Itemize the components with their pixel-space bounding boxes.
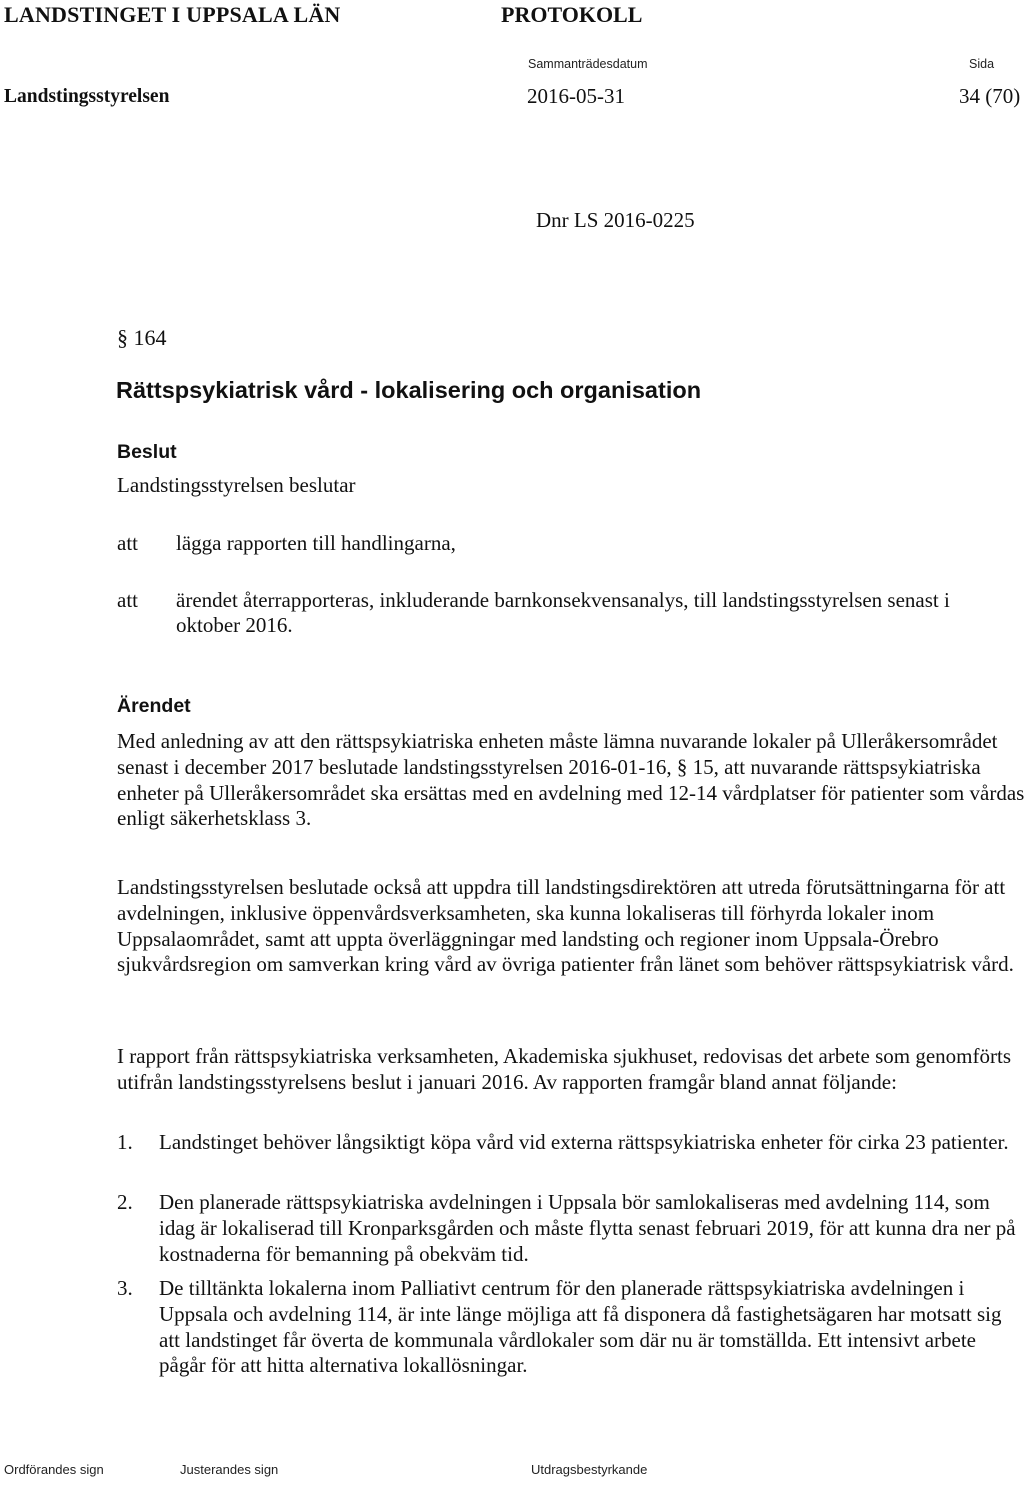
list-item-number: 2. (117, 1190, 133, 1214)
body-name: Landstingsstyrelsen (4, 86, 170, 107)
list-item-text: De tilltänkta lokalerna inom Palliativt centrum för den planerade rättspsykiatriska avdelningen i Uppsala och avdelning 114, är inte länge möjliga att få disponera då fastighetsägaren har motsatt sig att landstinget får överta de kommunala vårdlokaler som där nu är tomställda. Ett intensivt arbete pågår för att hitta alternativa lokallösningar. (159, 1276, 1002, 1378)
page-title: Rättspsykiatrisk vård - lokalisering och organisation (116, 377, 702, 403)
extract-certification-label: Utdragsbestyrkande (531, 1462, 648, 1477)
page-number: 34 (70) (959, 84, 1021, 108)
beslut-intro: Landstingsstyrelsen beslutar (117, 473, 356, 497)
list-item-text: Den planerade rättspsykiatriska avdelningen i Uppsala bör samlokaliseras med avdelning 114, som idag är lokaliserad till Kronparksgården och måste flytta senast februari 2019, för att kunna dra ner på kostnaderna för bemanning på obekväm tid. (159, 1190, 1016, 1266)
paragraph-number: § 164 (117, 325, 167, 350)
beslut-heading: Beslut (117, 441, 177, 463)
organization-name: LANDSTINGET I UPPSALA LÄN (4, 2, 341, 27)
chair-signature-label: Ordförandes sign (4, 1462, 104, 1477)
meeting-date: 2016-05-31 (527, 84, 625, 108)
list-item-number: 3. (117, 1276, 133, 1300)
decision-text-1: lägga rapporten till handlingarna, (176, 531, 456, 555)
date-label: Sammanträdesdatum (528, 57, 648, 71)
list-item-number: 1. (117, 1130, 133, 1154)
decision-att-2: att (117, 588, 138, 612)
document-type: PROTOKOLL (501, 2, 643, 27)
arendet-paragraph-2: Landstingsstyrelsen beslutade också att uppdra till landstingsdirektören att utreda förutsättningarna för att avdelningen, inklusive öppenvårdsverksamheten, ska kunna lokaliseras till förhyrda lokaler inom Uppsalaområdet, samt att uppta överläggningar med landsting och regioner inom Uppsala-Örebro sjukvårdsregion om samverkan kring vård av övriga patienter från länet som behöver rättspsykiatrisk vård. (117, 875, 1014, 977)
list-item-text: Landstinget behöver långsiktigt köpa vård vid externa rättspsykiatriska enheter för cirka 23 patienter. (159, 1130, 1009, 1154)
adjuster-signature-label: Justerandes sign (180, 1462, 279, 1477)
decision-att-1: att (117, 531, 138, 555)
arendet-paragraph-3: I rapport från rättspsykiatriska verksamheten, Akademiska sjukhuset, redovisas det arbete som genomförts utifrån landstingsstyrelsens beslut i januari 2016. Av rapporten framgår bland annat följande: (117, 1044, 1012, 1094)
diary-number: Dnr LS 2016-0225 (536, 208, 695, 232)
decision-text-2: ärendet återrapporteras, inkluderande barnkonsekvensanalys, till landstingsstyrelsen senast i oktober 2016. (176, 588, 950, 637)
arendet-heading: Ärendet (117, 695, 191, 717)
page-label: Sida (969, 57, 995, 71)
arendet-paragraph-1: Med anledning av att den rättspsykiatriska enheten måste lämna nuvarande lokaler på Ulleråkersområdet senast i december 2017 beslutade landstingsstyrelsen 2016-01-16, § 15, att nuvarande rättspsykiatriska enheter på Ulleråkersområdet ska ersättas med en avdelning med 12-14 vårdplatser för patienter som vårdas enligt säkerhetsklass 3. (117, 729, 1024, 831)
